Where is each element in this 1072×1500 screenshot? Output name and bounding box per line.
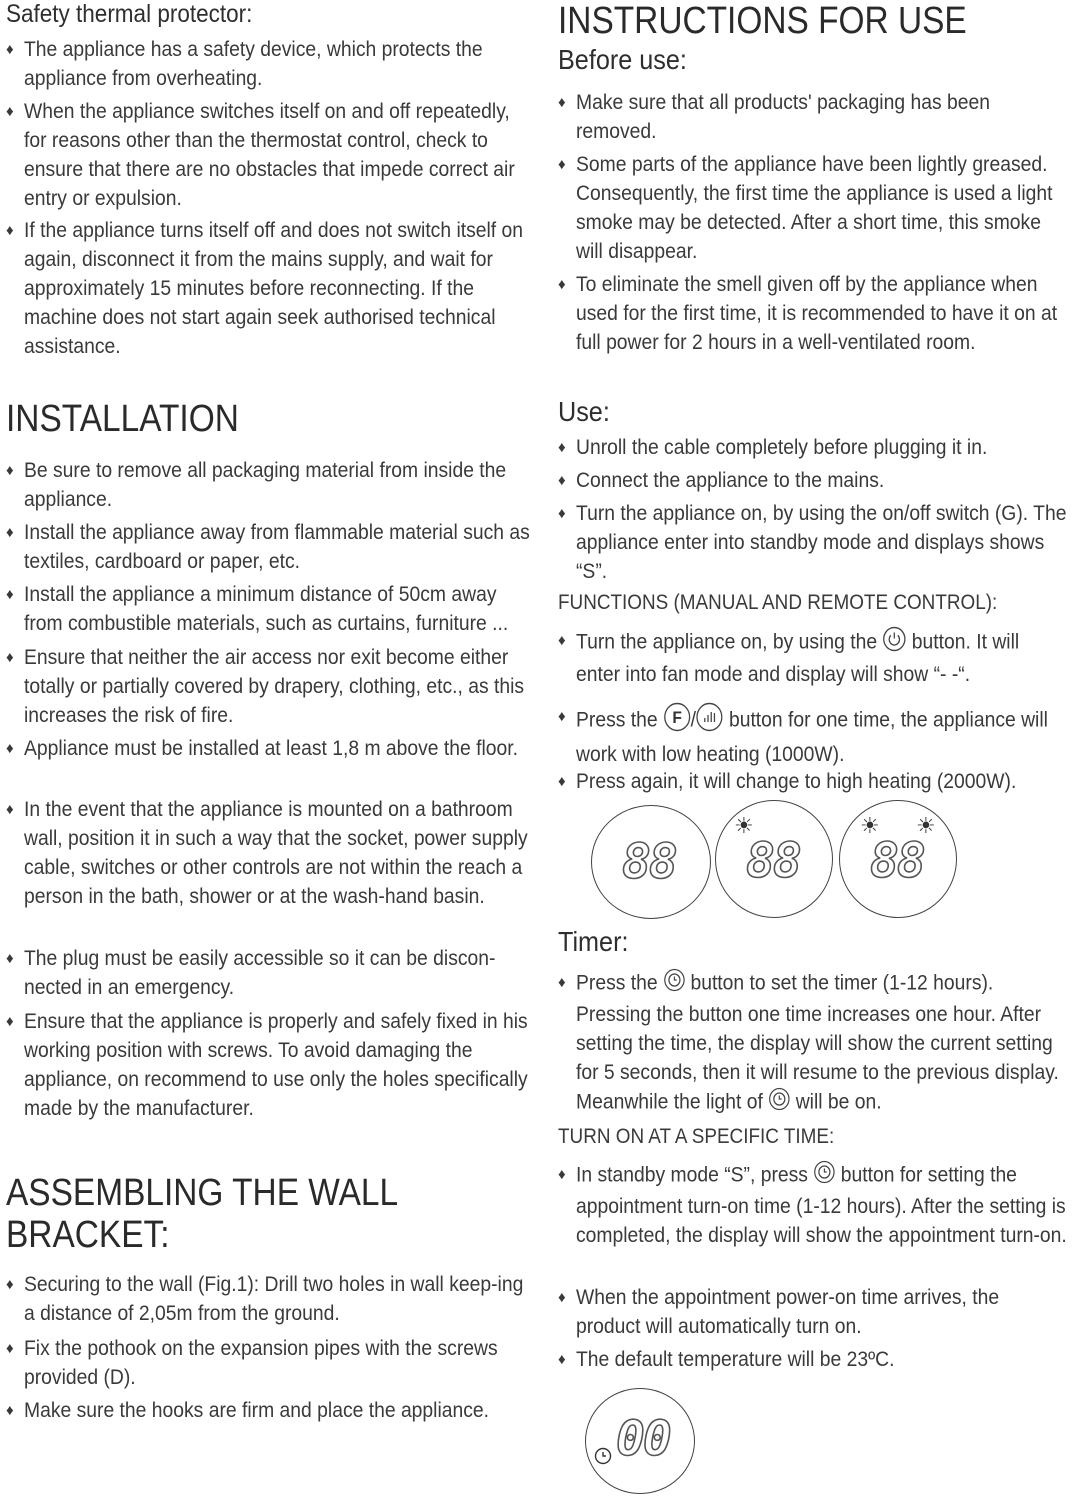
clock-icon (594, 1447, 612, 1470)
use-title: Use: (558, 396, 610, 427)
list-item: ♦ Install the appliance away from flammable material such as textiles, cardboard or paper, etc. (6, 518, 534, 576)
sun-icon: ☀ (916, 813, 936, 838)
installation-title: INSTALLATION (6, 398, 239, 440)
display-high-heat (839, 800, 957, 918)
timer-icon (768, 1087, 790, 1119)
list-item: ♦ Make sure that all products' packaging has been removed. (558, 88, 1070, 146)
list-item: ♦ Turn the appliance on, by using the button. It will enter into fan mode and display will show “- -“. (558, 626, 1070, 689)
bracket-title-line1: ASSEMBLING THE WALL (6, 1172, 399, 1214)
list-item: ♦ Press the F / button for one time, the appliance will work with low heating (1000W). (558, 702, 1070, 769)
list-item: ♦ When the appliance switches itself on and off repeatedly, for reasons other than the thermostat control, check to ensure that there are no obstacles that impede correct air entry or expulsion. (6, 97, 534, 213)
display-low-heat (715, 800, 833, 918)
display-digits: 88 (622, 834, 676, 890)
list-item: ♦ The appliance has a safety device, which protects the appliance from overheating. (6, 35, 534, 93)
list-item: ♦ Turn the appliance on, by using the on/off switch (G). The appliance enter into standby mode and displays shows “S”. (558, 499, 1070, 586)
list-item: ♦ Install the appliance a minimum distance of 50cm away from combustible materials, such as curtains, furniture ... (6, 580, 534, 638)
list-item: ♦ Press the button to set the timer (1-12 hours). Pressing the button one time increases one hour. After setting the time, the display will show the current setting for 5 seconds, then it will resume to the previous display. Meanwhile the light of will be on. (558, 968, 1070, 1119)
timer-icon (663, 968, 685, 1000)
list-item: ♦ In standby mode “S”, press button for setting the appointment turn-on time (1-12 hours). After the setting is completed, the display will show the appointment turn-on. (558, 1160, 1070, 1250)
list-item: ♦ Ensure that the appliance is properly and safely fixed in his working position with screws. To avoid damaging the appliance, on recommend to use only the holes specifically made by the manufacturer. (6, 1007, 534, 1123)
fan-level-icon (696, 702, 724, 740)
bracket-title (6, 1172, 471, 1256)
list-item: ♦ Some parts of the appliance have been lightly greased. Consequently, the first time the appliance is used a light smoke may be detected. After a short time, this smoke will disappear. (558, 150, 1070, 266)
list-item: ♦ To eliminate the smell given off by the appliance when used for the first time, it is recommended to have it on at full power for 2 hours in a well-ventilated room. (558, 270, 1070, 357)
list-item: ♦ The default temperature will be 23ºC. (558, 1345, 1070, 1374)
list-item: ♦ Fix the pothook on the expansion pipes with the screws provided (D). (6, 1334, 534, 1392)
list-item: ♦ Press again, it will change to high heating (2000W). (558, 767, 1070, 796)
list-item: ♦ Unroll the cable completely before plugging it in. (558, 433, 1070, 462)
sun-icon: ☀ (860, 813, 880, 838)
list-item: ♦ Make sure the hooks are firm and place the appliance. (6, 1396, 534, 1425)
sun-icon: ☀ (734, 813, 754, 838)
list-item: ♦ If the appliance turns itself off and does not switch itself on again, disconnect it from the mains supply, and wait for approximately 15 minutes before reconnecting. If the machine does not start again seek authorised technical assistance. (6, 216, 534, 361)
list-item: ♦ In the event that the appliance is mounted on a bathroom wall, position it in such a way that the socket, power supply cable, switches or other controls are not within the reach a person in the bath, shower or at the wash-hand basin. (6, 795, 534, 911)
functions-title: FUNCTIONS (MANUAL AND REMOTE CONTROL): (558, 591, 998, 614)
specific-time-title: TURN ON AT A SPECIFIC TIME: (558, 1125, 835, 1148)
bracket-title-line2: BRACKET: (6, 1214, 170, 1256)
safety-title: Safety thermal protector: (6, 0, 253, 28)
list-item: ♦ When the appointment power-on time arrives, the product will automatically turn on. (558, 1283, 1070, 1341)
display-digits: 88 (746, 833, 800, 889)
svg-text:F: F (672, 708, 682, 728)
list-item: ♦ Connect the appliance to the mains. (558, 466, 1070, 495)
timer-title: Timer: (558, 926, 629, 957)
display-timer (585, 1388, 695, 1494)
f-mode-icon (663, 702, 691, 740)
display-digits: 88 (870, 833, 924, 889)
list-item: ♦ Securing to the wall (Fig.1): Drill two holes in wall keep-ing a distance of 2,05m from the ground. (6, 1270, 534, 1328)
timer-digits: 00 (616, 1411, 670, 1467)
before-use-title: Before use: (558, 44, 687, 75)
list-item: ♦ The plug must be easily accessible so it can be discon-nected in an emergency. (6, 944, 534, 1002)
list-item: ♦ Ensure that neither the air access nor exit become either totally or partially covered by drapery, clothing, etc., as this increases the risk of fire. (6, 643, 534, 730)
power-icon (882, 626, 906, 660)
timer-icon (813, 1160, 835, 1192)
list-item: ♦ Be sure to remove all packaging material from inside the appliance. (6, 456, 534, 514)
display-standby (591, 805, 711, 919)
instructions-title: INSTRUCTIONS FOR USE (558, 0, 967, 42)
list-item: ♦ Appliance must be installed at least 1,8 m above the floor. (6, 734, 534, 763)
